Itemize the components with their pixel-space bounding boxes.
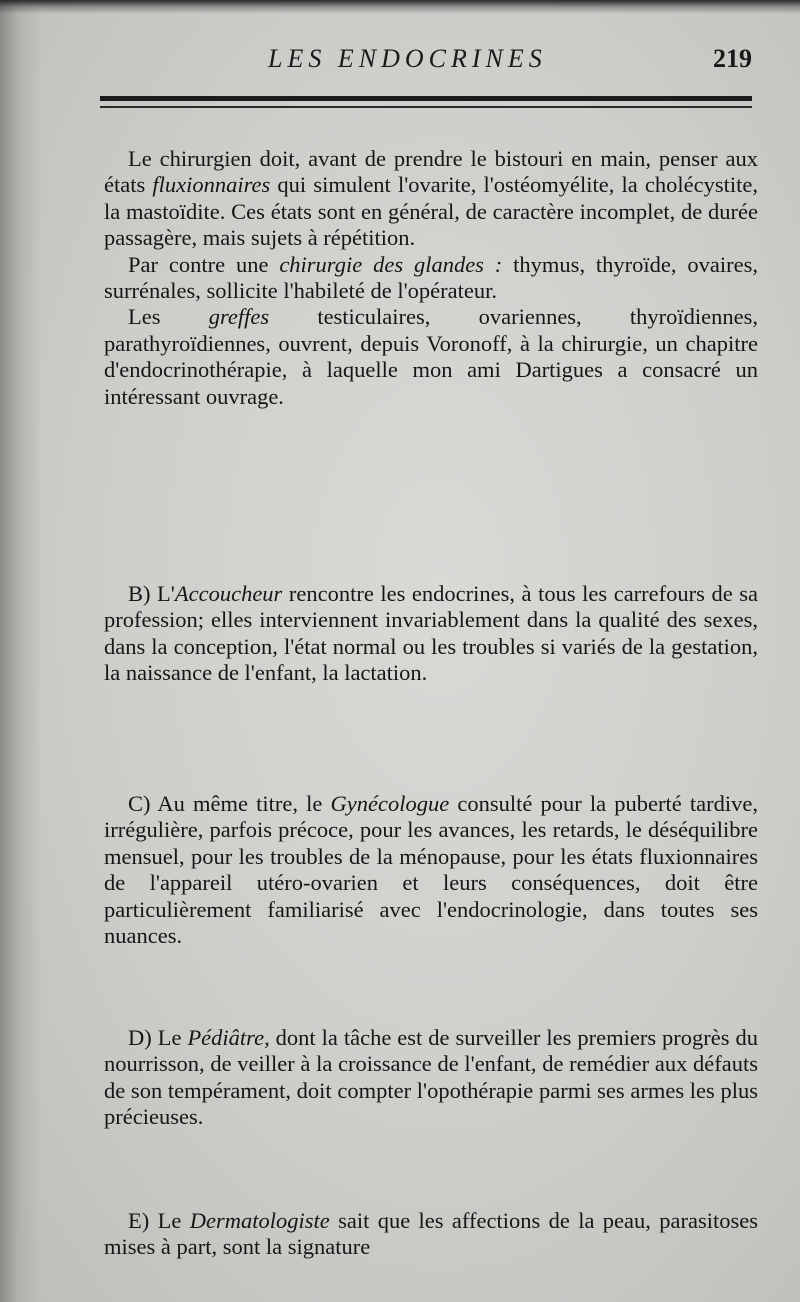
page-number: 219	[713, 44, 752, 73]
section-d-pediatre	[104, 1025, 758, 1131]
header-rule-thin	[100, 106, 752, 108]
emphasis-pediatre: Pédiâtre,	[187, 1025, 270, 1050]
emphasis-dermatologiste: Dermatologiste	[189, 1208, 330, 1233]
running-title: LES ENDOCRINES	[268, 44, 547, 73]
paragraph-d: D) Le Pédiâtre, dont la tâche est de surveiller les premiers progrès du nourrisson, de veiller à la croissance de l'enfant, de remédier aux défauts de son tempérament, doit compter l'opothérapie parmi ses armes les plus précieuses.	[104, 1025, 759, 1130]
emphasis-accoucheur: Accoucheur	[174, 581, 283, 606]
page-header	[0, 44, 800, 84]
section-letter-b: B)	[128, 581, 151, 606]
section-letter-e: E)	[128, 1208, 150, 1233]
paragraph-b: B) L'Accoucheur rencontre les endocrines, à tous les carrefours de sa profession; elles interviennent invariablement dans la qualité des sexes, dans la conception, l'état normal ou les troubles si variés de la gestation, la naissance de l'enfant, la lactation.	[104, 581, 758, 686]
emphasis-fluxionnaires: fluxionnaires	[152, 172, 271, 198]
paragraph-grafts: Les greffes testiculaires, ovariennes, thyroïdiennes, parathyroïdiennes, ouvrent, depuis Voronoff, à la chirurgie, un chapitre d'endocrinothérapie, à laquelle mon ami Dartigues a consacré un intéressant ouvrage.	[104, 304, 758, 409]
emphasis-gynecologue: Gynécologue	[330, 791, 450, 816]
paragraph-glands: Par contre une chirurgie des glandes : thymus, thyroïde, ovaires, surrénales, sollicite l'habileté de l'opérateur.	[104, 251, 759, 304]
surgery-section	[104, 146, 758, 410]
emphasis-greffes: greffes	[208, 304, 270, 330]
section-letter-d: D)	[128, 1025, 152, 1050]
emphasis-chirurgie-glandes: chirurgie des glandes :	[279, 251, 503, 277]
paragraph-surgeon: Le chirurgien doit, avant de prendre le bistouri en main, penser aux états fluxionnaires qui simulent l'ovarite, l'ostéomyélite, la cholécystite, la mastoïdite. Ces états sont en général, de caractère incomplet, de durée passagère, mais sujets à répétition.	[104, 146, 758, 251]
paragraph-e: E) Le Dermatologiste sait que les affections de la peau, parasitoses mises à part, sont la signature	[104, 1208, 758, 1260]
section-b-accoucheur	[104, 581, 758, 687]
section-letter-c: C)	[128, 791, 151, 816]
paragraph-c: C) Au même titre, le Gynécologue consulté pour la puberté tardive, irrégulière, parfois précoce, pour les avances, les retards, le déséquilibre mensuel, pour les troubles de la ménopause, pour les états fluxionnaires de l'appareil utéro-ovarien et leurs conséquences, doit être particulièrement familiarisé avec l'endocrinologie, dans toutes ses nuances.	[104, 791, 758, 949]
section-c-gynecologue	[104, 791, 758, 949]
top-edge-shadow	[0, 0, 800, 14]
binding-shadow	[0, 0, 42, 1302]
section-e-dermatologiste	[104, 1208, 758, 1261]
header-rule-thick	[100, 96, 752, 101]
